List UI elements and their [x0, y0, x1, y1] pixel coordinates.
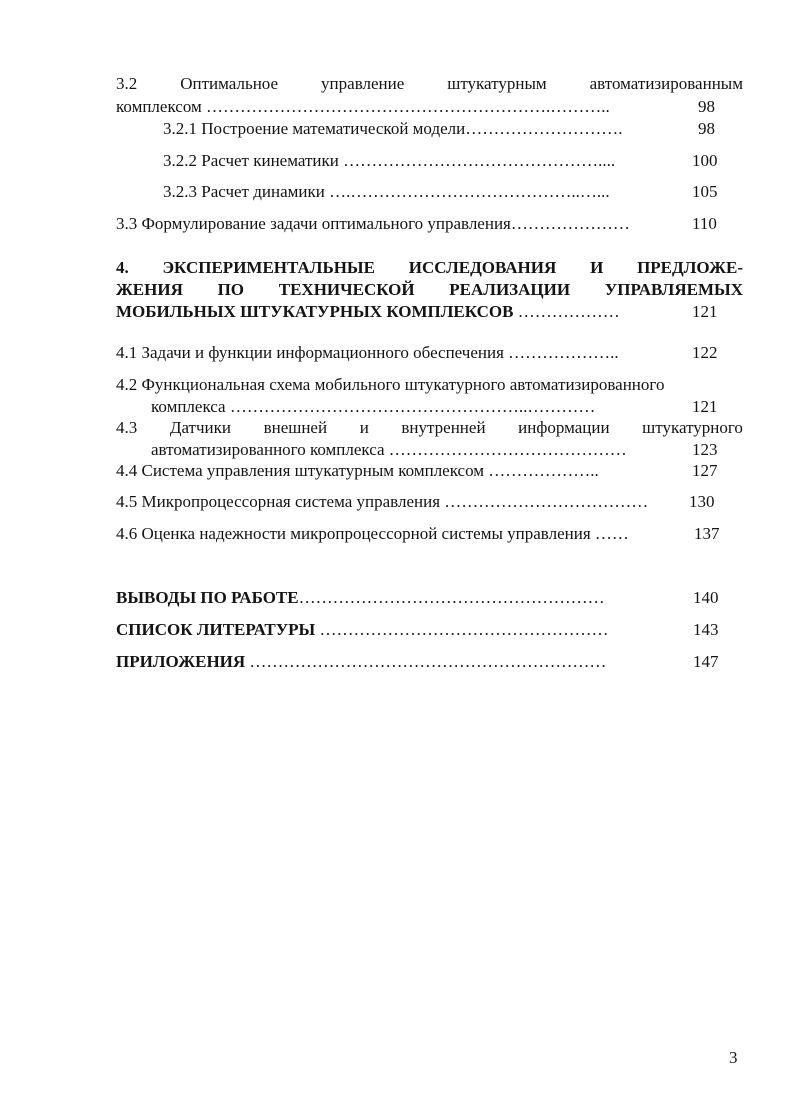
toc-leader-dots: ………………………………………………	[298, 588, 605, 607]
toc-leader-dots: ………………………………………………………	[245, 652, 607, 671]
toc-chapter-4-line1	[116, 258, 743, 278]
toc-word: РЕАЛИЗАЦИИ	[449, 280, 571, 299]
toc-page-4-5: 130	[689, 492, 715, 511]
toc-entry-3-2-line1	[116, 74, 743, 94]
toc-page-4-2: 121	[692, 397, 718, 416]
toc-page-conclusions: 140	[693, 588, 719, 607]
toc-word: ЭКСПЕРИМЕНТАЛЬНЫЕ	[162, 258, 375, 277]
toc-leader-dots: ………………	[517, 302, 620, 321]
toc-page-3-2-1: 98	[698, 119, 715, 138]
toc-word: 4.3	[116, 418, 138, 437]
toc-conclusions	[116, 588, 605, 608]
toc-references-title: СПИСОК ЛИТЕРАТУРЫ	[116, 620, 316, 639]
toc-entry-4-3-line1	[116, 418, 743, 438]
toc-entry-4-1: 4.1 Задачи и функции информационного обеспечения ………………..	[116, 343, 619, 362]
toc-page-3-2: 98	[698, 97, 715, 116]
toc-word: ТЕХНИЧЕСКОЙ	[278, 280, 415, 299]
toc-word: штукатурным	[447, 74, 547, 93]
toc-page-chapter-4: 121	[692, 302, 718, 321]
toc-word: внешней	[263, 418, 328, 437]
toc-word: управление	[321, 74, 405, 93]
toc-word: Датчики	[169, 418, 231, 437]
toc-appendices	[116, 652, 606, 672]
toc-word: УПРАВЛЯЕМЫХ	[604, 280, 743, 299]
toc-conclusions-title: ВЫВОДЫ ПО РАБОТЕ	[116, 588, 299, 607]
page-number: 3	[729, 1048, 738, 1067]
toc-page-references: 143	[693, 620, 719, 639]
toc-entry-3-2-2: 3.2.2 Расчет кинематики ………………………………………....	[163, 151, 616, 170]
toc-word: и	[359, 418, 369, 437]
toc-page-3-2-2: 100	[692, 151, 718, 170]
toc-page-appendices: 147	[693, 652, 719, 671]
toc-entry-3-2-line2: комплексом …………………………………………………….………..	[116, 97, 610, 116]
toc-entry-4-2-line1: 4.2 Функциональная схема мобильного штукатурного автоматизированного	[116, 375, 665, 394]
toc-page-3-3: 110	[692, 214, 717, 233]
toc-word: штукатурного	[642, 418, 743, 437]
toc-entry-3-3: 3.3 Формулирование задачи оптимального управления…………………	[116, 214, 630, 233]
toc-word: ПО	[217, 280, 245, 299]
toc-word: Оптимальное	[180, 74, 279, 93]
toc-chapter-4-line2	[116, 280, 743, 300]
toc-entry-4-3-line2: автоматизированного комплекса ……………………………………	[151, 440, 627, 459]
toc-page-4-4: 127	[692, 461, 718, 480]
toc-chapter-4-line3	[116, 302, 620, 322]
toc-entry-4-5: 4.5 Микропроцессорная система управления ………………………………	[116, 492, 649, 511]
toc-entry-4-2-line2: комплекса ……………………………………………..…………	[151, 397, 596, 416]
toc-appendices-title: ПРИЛОЖЕНИЯ	[116, 652, 246, 671]
toc-word: информации	[518, 418, 610, 437]
toc-page-4-3: 123	[692, 440, 718, 459]
toc-entry-4-4: 4.4 Система управления штукатурным комплексом ………………..	[116, 461, 599, 480]
toc-word: ПРЕДЛОЖЕ-	[637, 258, 743, 277]
toc-word: 4.	[116, 258, 129, 277]
toc-word: ИССЛЕДОВАНИЯ	[408, 258, 557, 277]
toc-page-4-1: 122	[692, 343, 718, 362]
toc-chapter-4-title-end: МОБИЛЬНЫХ ШТУКАТУРНЫХ КОМПЛЕКСОВ	[116, 302, 514, 321]
toc-entry-4-6: 4.6 Оценка надежности микропроцессорной системы управления ……	[116, 524, 629, 543]
toc-entry-3-2-3: 3.2.3 Расчет динамики ….…………………………………..…...	[163, 182, 610, 201]
toc-references	[116, 620, 609, 640]
toc-leader-dots: ……………………………………………	[315, 620, 609, 639]
toc-word: ЖЕНИЯ	[116, 280, 183, 299]
toc-page-3-2-3: 105	[692, 182, 718, 201]
toc-word: И	[590, 258, 604, 277]
toc-entry-3-2-1: 3.2.1 Построение математической модели……………………….	[163, 119, 623, 138]
toc-word: внутренней	[401, 418, 486, 437]
toc-word: 3.2	[116, 74, 138, 93]
toc-word: автоматизированным	[589, 74, 743, 93]
toc-page-4-6: 137	[694, 524, 720, 543]
